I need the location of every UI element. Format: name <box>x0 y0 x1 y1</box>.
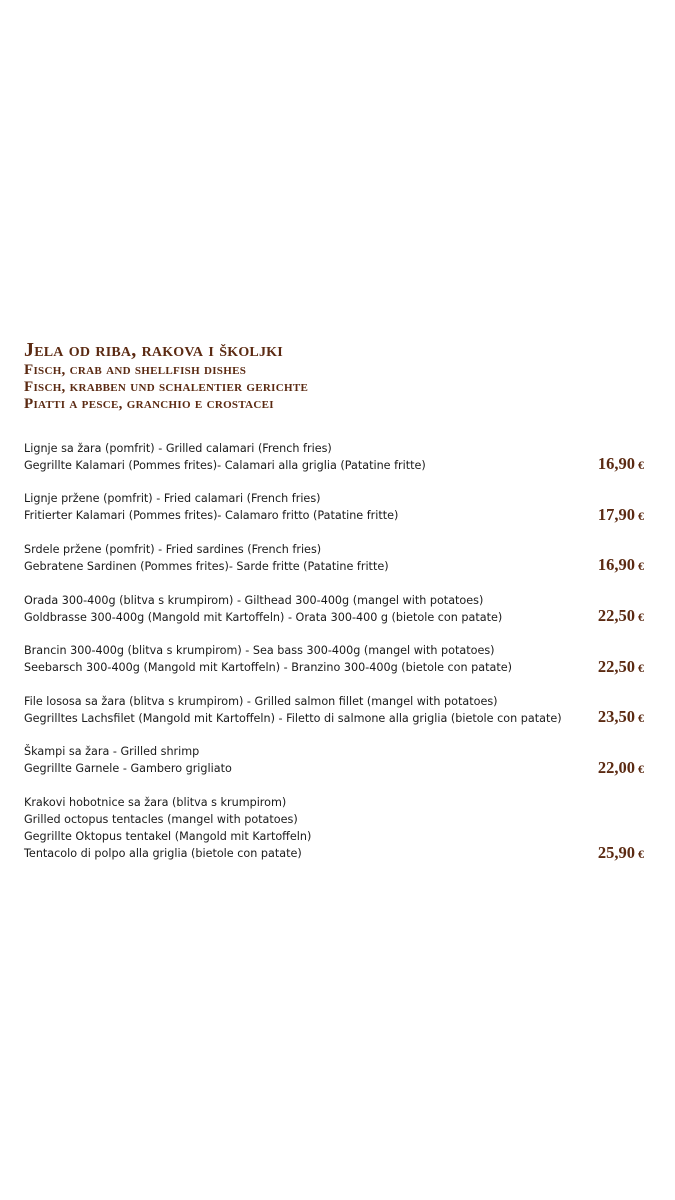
menu-item <box>24 440 644 474</box>
currency-symbol: € <box>638 509 644 523</box>
menu-item-price <box>598 843 644 863</box>
menu-item-price <box>598 454 644 474</box>
price-value: 16,90 <box>597 555 635 574</box>
menu-item-line: Lignje pržene (pomfrit) - Fried calamari (French fries) <box>24 492 321 505</box>
menu-item-price <box>598 606 644 626</box>
menu-item-description <box>24 693 579 727</box>
menu-item-price <box>598 758 644 778</box>
menu-item-price <box>598 707 644 727</box>
section-subtitle-it: Piatti a pesce, granchio e crostacei <box>24 396 274 412</box>
price-value: 25,90 <box>597 843 635 862</box>
menu-item <box>24 541 644 575</box>
menu-item <box>24 794 644 862</box>
menu-item-description <box>24 490 579 524</box>
menu-item-description <box>24 541 579 575</box>
currency-symbol: € <box>638 458 644 472</box>
menu-item <box>24 743 644 777</box>
menu-item-line: Srdele pržene (pomfrit) - Fried sardines (French fries) <box>24 543 322 556</box>
price-value: 16,90 <box>597 454 635 473</box>
currency-symbol: € <box>638 661 644 675</box>
menu-item-description <box>24 794 579 862</box>
menu-item-line: Gegrillte Oktopus tentakel (Mangold mit Kartoffeln) <box>24 830 312 843</box>
menu-item-description <box>24 743 579 777</box>
menu-item-price <box>598 657 644 677</box>
menu-item-line: Škampi sa žara - Grilled shrimp <box>24 745 200 758</box>
menu-item-line: Gegrilltes Lachsfilet (Mangold mit Kartoffeln) - Filetto di salmone alla griglia (bietole con patate) <box>24 712 562 725</box>
menu-item-line: Gegrillte Garnele - Gambero grigliato <box>24 762 232 775</box>
price-value: 22,00 <box>597 758 635 777</box>
currency-symbol: € <box>638 711 644 725</box>
menu-item-line: Grilled octopus tentacles (mangel with potatoes) <box>24 813 298 826</box>
section-title: Jela od riba, rakova i školjki <box>24 339 283 361</box>
menu-item-line: Fritierter Kalamari (Pommes frites)- Calamaro fritto (Patatine fritte) <box>24 509 399 522</box>
price-value: 17,90 <box>597 505 635 524</box>
section-subtitle-de: Fisch, krabben und schalentier gerichte <box>24 379 309 395</box>
menu-item-line: Krakovi hobotnice sa žara (blitva s krumpirom) <box>24 796 287 809</box>
menu-item <box>24 693 644 727</box>
menu-item <box>24 592 644 626</box>
currency-symbol: € <box>638 610 644 624</box>
menu-item-line: Gebratene Sardinen (Pommes frites)- Sarde fritte (Patatine fritte) <box>24 560 389 573</box>
menu-item-description <box>24 440 579 474</box>
menu-item-description <box>24 642 579 676</box>
section-subtitle-en: Fisch, crab and shellfish dishes <box>24 362 247 378</box>
menu-item-line: Brancin 300-400g (blitva s krumpirom) - Sea bass 300-400g (mangel with potatoes) <box>24 644 495 657</box>
menu-item <box>24 642 644 676</box>
price-value: 22,50 <box>597 606 635 625</box>
menu-item-line: Tentacolo di polpo alla griglia (bietole con patate) <box>24 847 302 860</box>
menu-item-description <box>24 592 579 626</box>
menu-item <box>24 490 644 524</box>
menu-item-line: Gegrillte Kalamari (Pommes frites)- Calamari alla griglia (Patatine fritte) <box>24 459 426 472</box>
menu-item-price <box>598 555 644 575</box>
menu-item-line: Orada 300-400g (blitva s krumpirom) - Gilthead 300-400g (mangel with potatoes) <box>24 594 484 607</box>
menu-item-line: Seebarsch 300-400g (Mangold mit Kartoffeln) - Branzino 300-400g (bietole con patate) <box>24 661 513 674</box>
menu-item-line: Goldbrasse 300-400g (Mangold mit Kartoffeln) - Orata 300-400 g (bietole con patate) <box>24 611 503 624</box>
menu-item-line: Lignje sa žara (pomfrit) - Grilled calamari (French fries) <box>24 442 332 455</box>
price-value: 22,50 <box>597 657 635 676</box>
section-heading <box>24 338 624 413</box>
menu-item-price <box>598 505 644 525</box>
price-value: 23,50 <box>597 707 635 726</box>
currency-symbol: € <box>638 847 644 861</box>
currency-symbol: € <box>638 559 644 573</box>
menu-item-line: File lososa sa žara (blitva s krumpirom) - Grilled salmon fillet (mangel with potatoes) <box>24 695 498 708</box>
currency-symbol: € <box>638 762 644 776</box>
